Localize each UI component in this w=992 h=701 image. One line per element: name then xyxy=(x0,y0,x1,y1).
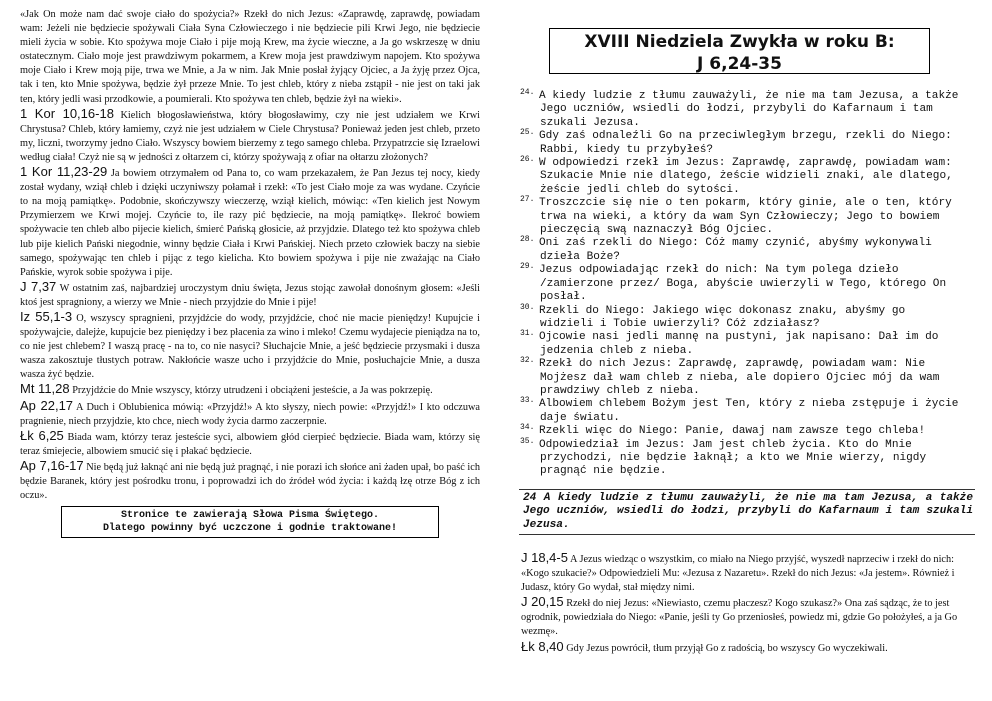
verse-number: 26. xyxy=(520,155,535,165)
verse xyxy=(520,302,965,332)
passage-lk-6: Łk 6,25 Biada wam, którzy teraz jesteście syci, albowiem głód cierpieć będziecie. Biada wam, którzy się teraz śmiejecie, albowiem smucić się i płakać będziecie. xyxy=(20,427,480,457)
verse-text: Jezus odpowiadając rzekł do nich: Na tym polega dzieło /zamierzone przez/ Boga, abyście uwierzyli w Tego, którego On posłał. xyxy=(539,264,947,304)
verse-number: 35. xyxy=(520,436,535,446)
verse xyxy=(521,197,965,237)
passage-reference: J 20,15 xyxy=(521,594,564,610)
passage-reference: Iz 55,1-3 xyxy=(20,308,73,324)
verse-number: 33. xyxy=(520,396,535,406)
verse-number: 31. xyxy=(520,329,535,339)
related-passages xyxy=(521,551,966,656)
verse-text: Ojcowie nasi jedli mannę na pustyni, jak napisano: Dał im do jedzenia chleb z nieba. xyxy=(539,331,939,357)
passage-reference: J 7,37 xyxy=(20,278,57,294)
passage-lk-8: Łk 8,40 Gdy Jezus powrócił, tłum przyjął Go z radością, bo wszyscy Go wyczekiwali. xyxy=(521,638,888,654)
passage-j-18: J 18,4-5 A Jezus wiedząc o wszystkim, co miało na Niego przyjść, wyszedł naprzeciw i rzekł do nich: «Kogo szukacie?» Odpowiedzieli Mu: «Jezusa z Nazaretu». Rzekł do nich Jezus: «Ja jestem». Również i Judasz, który Go wydał, stał między nimi. xyxy=(521,550,955,594)
passage-reference: J 18,4-5 xyxy=(521,550,568,565)
passage-ap-7: Ap 7,16-17 Nie będą już łaknąć ani nie będą już pragnąć, i nie porazi ich słońce ani żaden upał, bo paść ich będzie Baranek, który jest pośrodku tronu, i poprowadzi ich do źródeł wód życia: i każdą łzę otrze Bóg z ich oczu». xyxy=(20,457,480,502)
verse-number: 27. xyxy=(520,195,535,205)
passage-reference: 1 Kor 11,23-29 xyxy=(20,164,108,180)
passage-ap-22: Ap 22,17 A Duch i Oblubienica mówią: «Przyjdź!» A kto słyszy, niech powie: «Przyjdź!» I kto odczuwa pragnienie, niech przyjdzie, kto chce, niech wody życia darmo zaczerpnie. xyxy=(20,397,481,427)
passage-1kor-10: 1 Kor 10,16-18 Kielich błogosławieństwa, który błogosławimy, czy nie jest udziałem we Krwi Chrystusa? Chleb, który łamiemy, czyż nie jest udziałem w Ciele Chrystusa? Ponieważ jeden jest chleb, przeto my, liczni, tworzymy jedno Ciało. Wszyscy bowiem bierzemy z tego samego chleba. Przypatrzcie się Izraelowi według ciała! Czyż nie są w jedności z ołtarzem ci, którzy spożywają z ofiar na ołtarzu złożonych? xyxy=(20,105,480,163)
passage-reference: Łk 8,40 xyxy=(521,638,564,654)
passage-1kor-11: 1 Kor 11,23-29 Ja bowiem otrzymałem od Pana to, co wam przekazałem, że Pan Jezus tej nocy, kiedy został wydany, wziął chleb i dzięki uczyniwszy połamał i rzekł: «To jest Ciało moje za was wydane. Czyńcie to na moją pamiątkę». Podobnie, skończywszy wieczerzę, wziął kielich, mówiąc: «Ten kielich jest Nowym Przymierzem we Krwi mojej. Czyńcie to, ile razy pić będziecie, na moją pamiątkę». Ilekroć bowiem spożywacie ten chleb albo pijecie kielich, śmierć Pańską głosicie, aż przyjdzie. Dlatego też kto spożywa chleb lub pije kielich Pański niegodnie, winny będzie Ciała i Krwi Pańskiej. Niech przeto człowiek baczy na siebie samego, spożywając ten chleb i pijąc z tego kielicha. Kto bowiem spożywa i pije nie zważając na Ciało Pańskie, wyrok sobie spożywa i pije. xyxy=(20,164,481,278)
sunday-title-box xyxy=(549,28,930,74)
verse xyxy=(521,398,965,425)
notice-line: Stronice te zawierają Słowa Pisma Świętego. xyxy=(120,510,380,522)
notice-line: Dlatego powinny być uczczone i godnie traktowane! xyxy=(102,523,398,535)
verse-text: Albowiem chlebem Bożym jest Ten, który z nieba zstępuje i życie daje światu. xyxy=(539,398,959,424)
sunday-title: XVIII Niedziela Zwykła w roku B: xyxy=(584,32,895,52)
passage-intro: «Jak On może nam dać swoje ciało do spożycia?» Rzekł do nich Jezus: «Zaprawdę, zaprawdę, powiadam wam: Jeżeli nie będziecie spożywali Ciała Syna Człowieczego i nie będziecie pili Krwi Jego, nie będziecie mieli życia w sobie. Kto spożywa moje Ciało i pije moją Krew, ma życie wieczne, a Ja go wskrzeszę w dniu ostatecznym. Ciało moje jest prawdziwym pokarmem, a Krew moja jest prawdziwym napojem. Kto spożywa moje Ciało i Krew moją pije, trwa we Mnie, a Ja w nim. Jak Mnie posłał żyjący Ojciec, a Ja żyję przez Ojca, tak i ten, kto Mnie spożywa, będzie żył przeze Mnie. To jest chleb, który z nieba zstąpił - nie jest on taki jak ten, który jedli wasi przodkowie, a poumierali. Kto spożywa ten chleb, będzie żył na wieki». xyxy=(20,9,480,105)
passage-iz-55: Iz 55,1-3 O, wszyscy spragnieni, przyjdźcie do wody, przyjdźcie, choć nie macie pieniędzy! Kupujcie i spożywajcie, dalejże, kupujcie bez pieniędzy i bez płacenia za wino i mleko! Czemu wydajecie pieniądza na to, co nie jest chlebem? I waszą pracę - na to, co nie nasyci? Słuchajcie Mnie, a jeść będziecie przysmaki i dusza wasza zakosztuje tłustych potraw. Nakłońcie wasze ucho i przyjdźcie do Mnie, posłuchajcie Mnie, a dusza wasza żyć będzie. xyxy=(20,308,481,381)
gospel-reference: J 6,24-35 xyxy=(697,54,782,74)
passage-reference: Ap 22,17 xyxy=(20,397,74,413)
verse-number: 28. xyxy=(520,235,535,245)
passage-reference: Łk 6,25 xyxy=(20,427,64,443)
verse xyxy=(521,264,965,304)
verse xyxy=(521,358,965,398)
verse-number: 34. xyxy=(520,423,535,433)
verse-text: Troszczcie się nie o ten pokarm, który ginie, ale o ten, który trwa na wieki, a który da wam Syn Człowieczy; Jego to bowiem pieczęcią swą naznaczył Bóg Ojciec. xyxy=(539,197,952,237)
highlighted-verse: 24 A kiedy ludzie z tłumu zauważyli, że nie ma tam Jezusa, a także Jego uczniów, wsiedli do łodzi, przybyli do Kafarnaum i tam szukali Jezusa. xyxy=(519,489,975,535)
left-column xyxy=(20,8,480,538)
passage-reference: Ap 7,16-17 xyxy=(20,457,84,473)
passage-j-20: J 20,15 Rzekł do niej Jezus: «Niewiasto, czemu płaczesz? Kogo szukasz?» Ona zaś sądząc, że to jest ogrodnik, powiedziała do Niego: «Panie, jeśli ty Go przeniosłeś, powiedz mi, gdzie Go położyłeś, a ja Go wezmę». xyxy=(521,594,958,638)
verse xyxy=(521,237,965,264)
passage-j-7: J 7,37 W ostatnim zaś, najbardziej uroczystym dniu święta, Jezus stojąc zawołał donośnym głosem: «Jeśli ktoś jest spragniony, a wierzy we Mnie - niech przyjdzie do Mnie i pije! xyxy=(20,278,480,308)
passage-mt-11: Mt 11,28 Przyjdźcie do Mnie wszyscy, którzy utrudzeni i obciążeni jesteście, a Ja was pokrzepię. xyxy=(20,381,433,397)
verse-number: 29. xyxy=(520,262,535,272)
verse xyxy=(521,157,965,197)
verse-number: 25. xyxy=(520,128,535,138)
verse-text: A kiedy ludzie z tłumu zauważyli, że nie ma tam Jezusa, a także Jego uczniów, wsiedli do łodzi, przybyli do Kafarnaum i tam szukali Jezusa. xyxy=(539,90,959,129)
verse-text: Rzekł do nich Jezus: Zaprawdę, zaprawdę, powiadam wam: Nie Mojżesz dał wam chleb z nieba, ale dopiero Ojciec mój da wam prawdziwy chleb z nieba. xyxy=(539,358,940,397)
verse-text: Gdy zaś odnaleźli Go na przeciwległym brzegu, rzekli do Niego: Rabbi, kiedy tu przybyłeś? xyxy=(539,130,952,156)
verse-text: Rzekli do Niego: Jakiego więc dokonasz znaku, abyśmy go widzieli i Tobie uwierzyli? Cóż zdziałasz? xyxy=(539,304,906,330)
verse-text: Odpowiedział im Jezus: Jam jest chleb życia. Kto do Mnie przychodzi, nie będzie łaknął; a kto we Mnie wierzy, nigdy pragnąć nie będzie. xyxy=(539,438,927,478)
verse xyxy=(520,436,965,479)
verse xyxy=(521,90,965,130)
verse-number: 24. xyxy=(520,88,535,97)
verse-number: 30. xyxy=(520,302,535,312)
passage-reference: 1 Kor 10,16-18 xyxy=(20,105,114,121)
reverence-notice xyxy=(61,506,439,538)
verse-text: Rzekli więc do Niego: Panie, dawaj nam zawsze tego chleba! xyxy=(539,425,926,438)
verse xyxy=(521,425,965,438)
verse-text: W odpowiedzi rzekł im Jezus: Zaprawdę, zaprawdę, powiadam wam: Szukacie Mnie nie dlatego, żeście widzieli znaki, ale dlatego, żeście jedli chleb do sytości. xyxy=(539,157,953,196)
verse-number: 32. xyxy=(520,356,535,366)
verse-text: Oni zaś rzekli do Niego: Cóż mamy czynić, abyśmy wykonywali dzieła Boże? xyxy=(539,237,932,263)
gospel-verses xyxy=(521,90,965,479)
verse xyxy=(521,130,965,157)
passage-reference: Mt 11,28 xyxy=(20,381,70,397)
verse xyxy=(521,331,965,358)
